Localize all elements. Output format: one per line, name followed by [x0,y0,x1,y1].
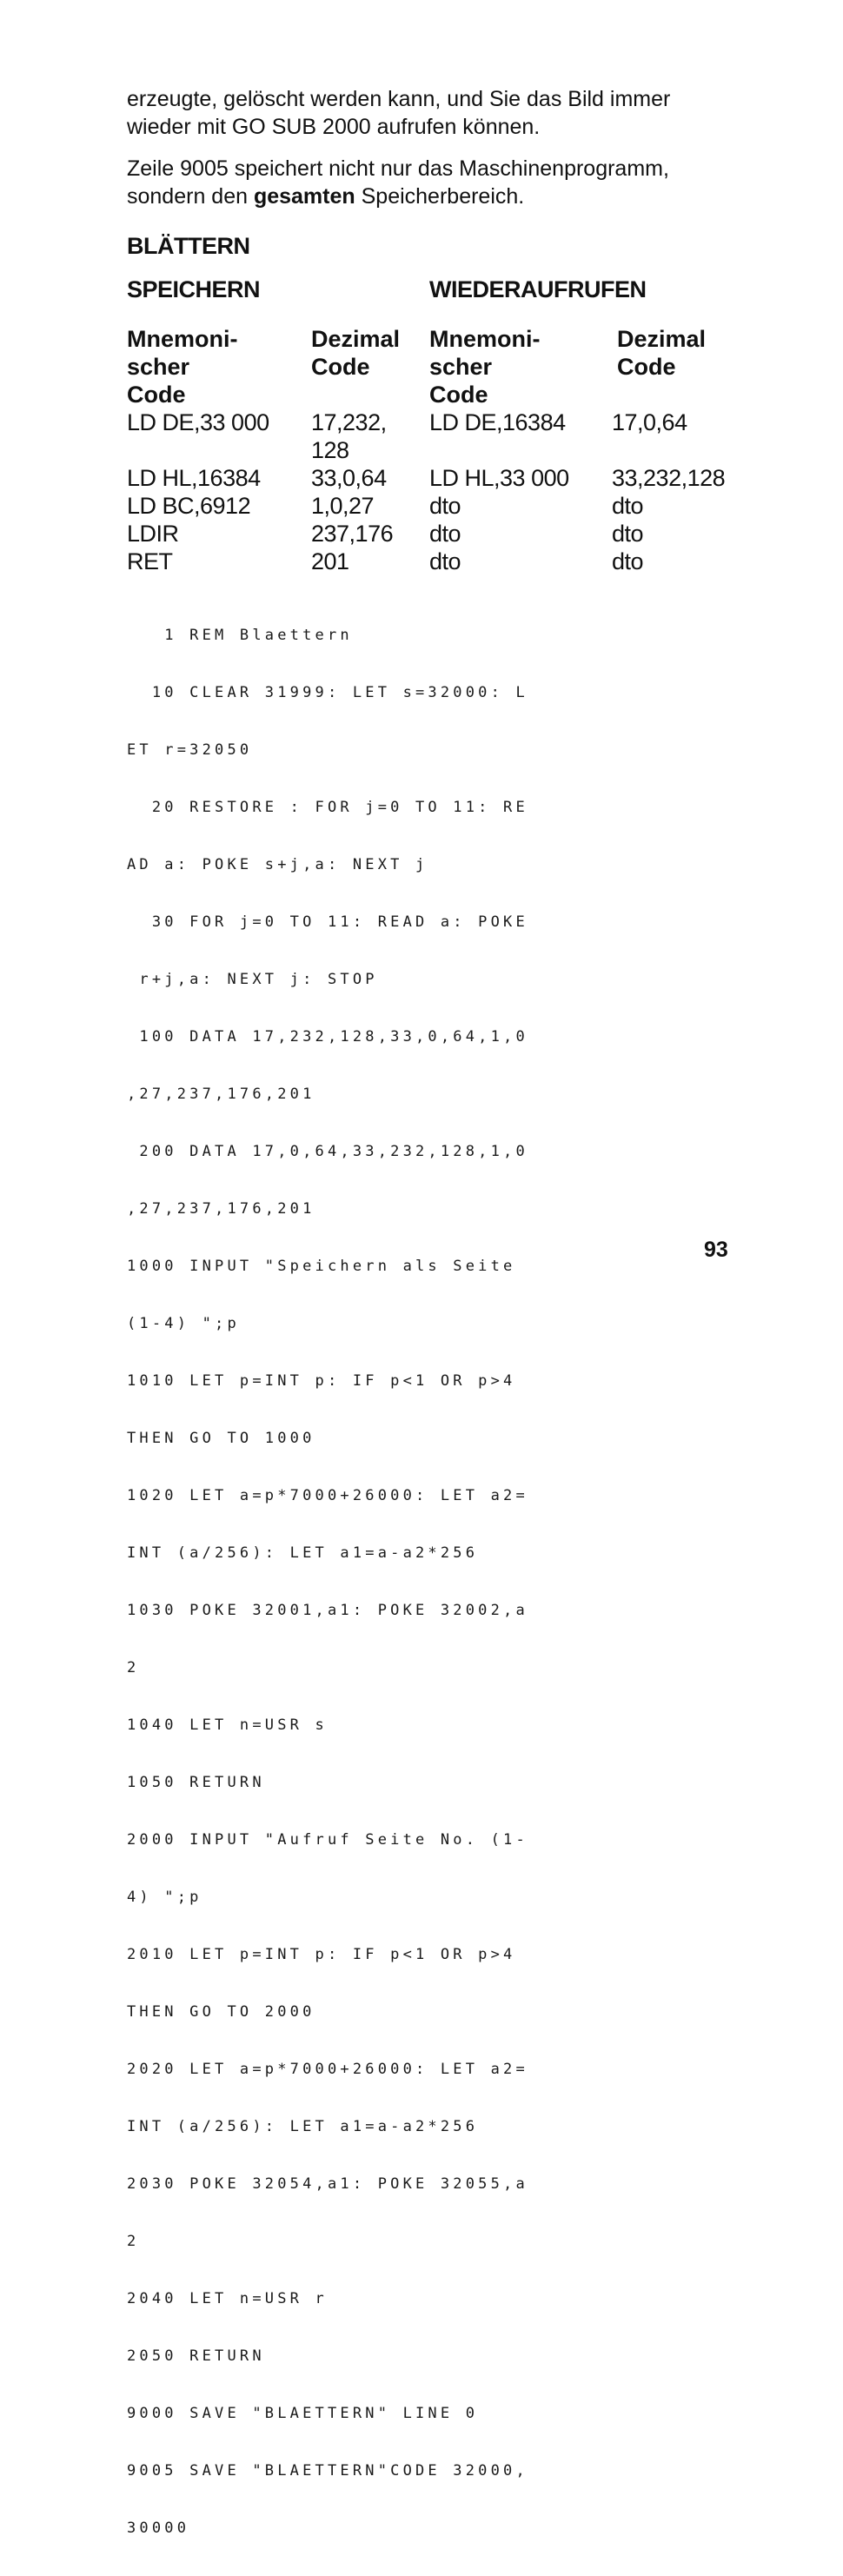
listing-line: r+j,a: NEXT j: STOP [127,971,378,988]
listing-line: 2 [127,2233,140,2250]
row-4-mnemonic-recall: dto [429,521,461,547]
listing-line: 10 CLEAR 31999: LET s=32000: L [127,684,528,701]
listing-line: THEN GO TO 2000 [127,2003,315,2021]
memory-line-2-post: Speicherbereich. [355,184,525,209]
listing-line: 9005 SAVE "BLAETTERN"CODE 32000, [127,2462,528,2480]
row-5-mnemonic-store: RET [127,548,173,574]
listing-line: 2030 POKE 32054,a1: POKE 32055,a [127,2175,528,2193]
header-decimal-1-line-1: Dezimal [311,326,401,352]
row-1-mnemonic-store: LD DE,33 000 [127,409,269,435]
row-3-mnemonic-store: LD BC,6912 [127,493,251,519]
row-1-decimal-store-cont: 128 [311,437,349,463]
listing-line: 20 RESTORE : FOR j=0 TO 11: RE [127,799,528,816]
listing-line: 1 REM Blaettern [127,627,353,644]
listing-line: 1040 LET n=USR s [127,1716,328,1734]
listing-line: 2 [127,1659,140,1676]
listing-line: 1020 LET a=p*7000+26000: LET a2= [127,1487,528,1504]
row-4-decimal-store: 237,176 [311,521,394,547]
row-5-decimal-recall: dto [612,548,644,574]
header-mnemonic-1-line-2: scher [127,354,190,380]
row-3-mnemonic-recall: dto [429,493,461,519]
header-mnemonic-2-line-2: scher [429,354,493,380]
listing-line: 1050 RETURN [127,1774,265,1791]
listing-line: ,27,237,176,201 [127,1200,315,1218]
header-mnemonic-1-line-3: Code [127,382,186,408]
listing-line: 1000 INPUT "Speichern als Seite [127,1258,516,1275]
page-number: 93 [704,1238,728,1262]
row-3-decimal-recall: dto [612,493,644,519]
listing-line: 100 DATA 17,232,128,33,0,64,1,0 [127,1028,528,1046]
listing-line: ,27,237,176,201 [127,1086,315,1103]
listing-line: 2000 INPUT "Aufruf Seite No. (1- [127,1831,528,1849]
header-mnemonic-2 [429,325,541,408]
row-2-decimal-store: 33,0,64 [311,465,387,491]
recall-heading: WIEDERAUFRUFEN [429,276,647,302]
memory-line-1: Zeile 9005 speichert nicht nur das Maschinenprogramm, [127,156,669,181]
header-decimal-2-line-1: Dezimal [617,326,707,352]
row-3-decimal-store: 1,0,27 [311,493,375,519]
header-decimal-2 [617,325,706,381]
intro-line-2: wieder mit GO SUB 2000 aufrufen können. [127,115,541,139]
listing-line: 1010 LET p=INT p: IF p<1 OR p>4 [127,1372,516,1390]
listing-line: 2010 LET p=INT p: IF p<1 OR p>4 [127,1946,516,1963]
row-1-decimal-recall: 17,0,64 [612,409,687,435]
listing-line: ET r=32050 [127,741,253,759]
row-4-mnemonic-store: LDIR [127,521,179,547]
listing-line: 30 FOR j=0 TO 11: READ a: POKE [127,913,528,931]
header-decimal-1 [311,325,400,381]
header-decimal-2-line-2: Code [617,354,676,380]
listing-line: 9000 SAVE "BLAETTERN" LINE 0 [127,2405,479,2422]
row-1-decimal-store: 17,232, [311,409,387,435]
listing-line: 2040 LET n=USR r [127,2290,328,2307]
listing-line: INT (a/256): LET a1=a-a2*256 [127,1544,479,1562]
row-4-decimal-recall: dto [612,521,644,547]
memory-line-2-pre: sondern den [127,184,254,209]
header-mnemonic-1 [127,325,238,408]
row-5-mnemonic-recall: dto [429,548,461,574]
intro-paragraph [127,85,735,141]
listing-line: 4) ";p [127,1889,202,1906]
store-heading: SPEICHERN [127,276,261,302]
listing-line: INT (a/256): LET a1=a-a2*256 [127,2118,479,2135]
listing-line: 2050 RETURN [127,2347,265,2365]
header-mnemonic-2-line-3: Code [429,382,488,408]
listing-line: AD a: POKE s+j,a: NEXT j [127,856,428,873]
section-heading: BLÄTTERN [127,233,250,259]
basic-listing [127,588,735,2576]
listing-line: 2020 LET a=p*7000+26000: LET a2= [127,2061,528,2078]
row-2-mnemonic-recall: LD HL,33 000 [429,465,569,491]
header-decimal-1-line-2: Code [311,354,370,380]
row-5-decimal-store: 201 [311,548,349,574]
row-2-mnemonic-store: LD HL,16384 [127,465,261,491]
listing-line: 30000 [127,2520,190,2537]
listing-line: THEN GO TO 1000 [127,1430,315,1447]
row-2-decimal-recall: 33,232,128 [612,465,726,491]
header-mnemonic-2-line-1: Mnemoni- [429,326,541,352]
listing-line: 200 DATA 17,0,64,33,232,128,1,0 [127,1143,528,1160]
memory-paragraph [127,155,735,210]
header-mnemonic-1-line-1: Mnemoni- [127,326,238,352]
intro-line-1: erzeugte, gelöscht werden kann, und Sie das Bild immer [127,87,671,111]
listing-line: 1030 POKE 32001,a1: POKE 32002,a [127,1602,528,1619]
row-1-mnemonic-recall: LD DE,16384 [429,409,566,435]
memory-line-2-bold: gesamten [253,184,355,209]
listing-line: (1-4) ";p [127,1315,240,1332]
